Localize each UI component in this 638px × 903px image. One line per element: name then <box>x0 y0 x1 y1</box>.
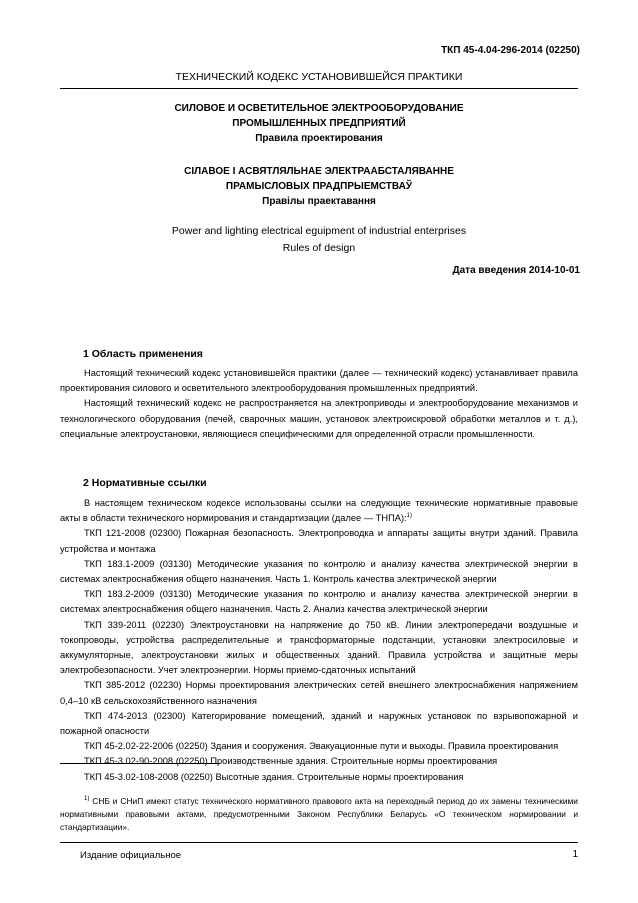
title-by-line3: Правiлы праектавання <box>262 196 376 207</box>
title-by <box>60 164 578 209</box>
reference-item: ТКП 183.2-2009 (03130) Методические указания по контролю и анализу качества электрической энергии в системах электроснабжения общего назначения. Часть 2. Анализ качества электрической энергии <box>60 589 578 615</box>
title-en-line1: Power and lighting electrical eguipment of industrial enterprises <box>171 225 467 237</box>
title-by-line2: ПРАМЫСЛОВЫХ ПРАДПРЫЕМСТВАЎ <box>225 181 413 192</box>
footnote-separator <box>60 763 220 764</box>
section-1-paragraph: Настоящий технический кодекс установившейся практики (далее — технический кодекс) устанавливает правила проектирования силового и осветительного электрооборудования промышленных предприятий. <box>60 368 578 394</box>
reference-item: ТКП 45-3.02-90-2008 (02250) Производственные здания. Строительные нормы проектирования <box>84 756 498 767</box>
section-1-body <box>60 366 578 442</box>
section-1-heading: 1 Область применения <box>83 348 203 360</box>
reference-item: ТКП 183.1-2009 (03130) Методические указания по контролю и анализу качества электрической энергии в системах электроснабжения общего назначения. Часть 1. Контроль качества электрической энергии <box>60 558 578 585</box>
title-by-line1: СIЛАВОЕ I АСВЯТЛЯЛЬНАЕ ЭЛЕКТРААБСТАЛЯВАННЕ <box>184 166 454 177</box>
document-code: ТКП 45-4.04-296-2014 (02250) <box>441 45 580 56</box>
reference-item: ТКП 339-2011 (02230) Электроустановки на напряжение до 750 кВ. Линии электропередачи воздушные и токопроводы, устройства распределительные и трансформаторные подстанции, установки электросиловые и аккумуляторные, электроустановки жилых и общественных зданий. Правила устройства и защитные меры электробезопасности. Учет электроэнергии. Нормы приемо-сдаточных испытаний <box>60 619 578 676</box>
edition-label: Издание официальное <box>80 850 182 861</box>
effective-date: Дата введения 2014-10-01 <box>452 265 580 276</box>
reference-item: ТКП 45-3.02-108-2008 (02250) Высотные здания. Строительные нормы проектирования <box>84 771 464 782</box>
reference-item: ТКП 45-2.02-22-2006 (02250) Здания и сооружения. Эвакуационные пути и выходы. Правила проектирования <box>84 741 559 752</box>
footnote <box>60 795 578 834</box>
title-ru-line3: Правила проектирования <box>255 133 383 144</box>
section-2-body <box>60 496 578 785</box>
reference-item: ТКП 474-2013 (02300) Категорирование помещений, зданий и наружных установок по взрывопожарной и пожарной опасности <box>60 710 578 737</box>
title-en <box>60 223 578 257</box>
header-rule <box>60 88 578 89</box>
section-2-heading: 2 Нормативные ссылки <box>83 477 207 489</box>
page-number: 1 <box>572 849 578 860</box>
intro-text: В настоящем техническом кодексе использованы ссылки на следующие технические нормативные правовые акты в области технического нормирования и стандартизации (далее — ТНПА): <box>60 498 578 524</box>
footnote-text: СНБ и СНиП имеют статус технического нормативного правового акта на переходный период до их замены техническими нормативными правовыми актами, предусмотренными Законом Республики Беларусь «О техническом нормировании и стандартизации». <box>60 796 578 832</box>
title-en-line2: Rules of design <box>282 242 356 254</box>
section-2-intro <box>60 496 578 526</box>
reference-item: ТКП 121-2008 (02300) Пожарная безопасность. Электропроводка и аппараты защиты внутри зданий. Правила устройства и монтажа <box>60 528 578 554</box>
section-1-paragraph: Настоящий технический кодекс не распространяется на электроприводы и электрооборудование механизмов и технологического оборудования (печей, сварочных машин, установок электроискровой обработки металлов и т. д.), специальные электроустановки, являющиеся специфическими для определенной отрасли промышленности. <box>60 398 578 439</box>
reference-item: ТКП 385-2012 (02230) Нормы проектирования электрических сетей внешнего электроснабжения напряжением 0,4–10 кВ сельскохозяйственного назначения <box>60 680 578 706</box>
title-ru <box>60 101 578 146</box>
footnote-mark: 1) <box>84 796 90 802</box>
title-ru-line2: ПРОМЫШЛЕННЫХ ПРЕДПРИЯТИЙ <box>232 118 406 129</box>
footer-rule <box>60 842 578 843</box>
document-kind: ТЕХНИЧЕСКИЙ КОДЕКС УСТАНОВИВШЕЙСЯ ПРАКТИКИ <box>175 71 463 83</box>
title-ru-line1: СИЛОВОЕ И ОСВЕТИТЕЛЬНОЕ ЭЛЕКТРООБОРУДОВАНИЕ <box>174 103 464 114</box>
footnote-ref: 1) <box>406 513 412 520</box>
